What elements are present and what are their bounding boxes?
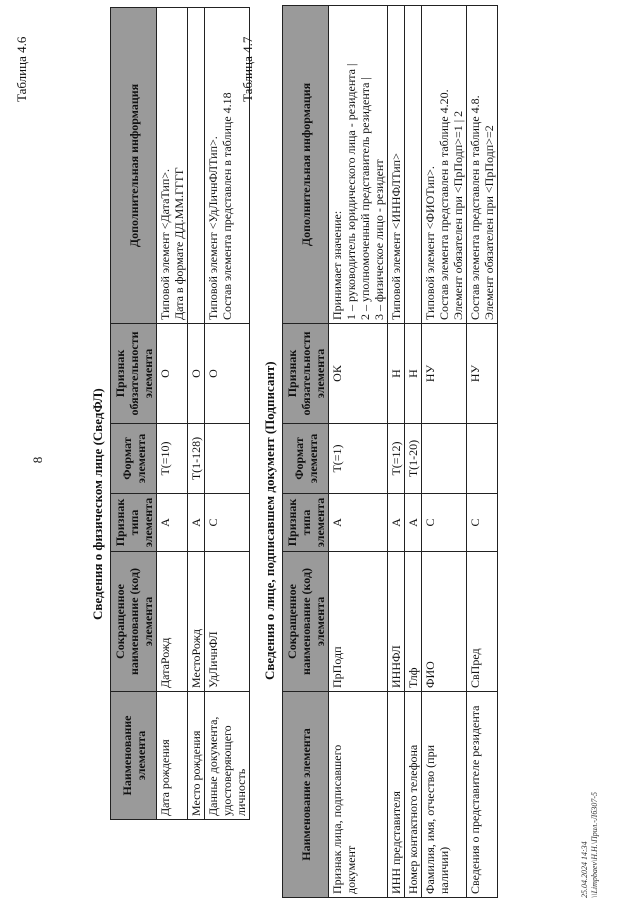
table-cell: С	[467, 494, 498, 552]
table-cell: Дата рождения	[157, 692, 188, 820]
table-cell: А	[388, 494, 405, 552]
table-row	[467, 6, 498, 898]
table-4-6-label: Таблица 4.6	[14, 36, 29, 102]
table-row	[405, 6, 422, 898]
table-cell: СвПред	[467, 552, 498, 692]
table-cell	[188, 8, 205, 324]
column-header: Сокращенное наименование (код) элемента	[111, 552, 157, 692]
table-cell	[205, 424, 250, 494]
column-header: Признак обязательности элемента	[283, 324, 329, 424]
table-row	[329, 6, 388, 898]
table-cell: ДатаРожд	[157, 552, 188, 692]
table-row	[205, 8, 250, 820]
table-cell: Тлф	[405, 552, 422, 692]
column-header: Признак обязательности элемента	[111, 324, 157, 424]
table-row	[388, 6, 405, 898]
table-cell: О	[205, 324, 250, 424]
table-4-7-title: Сведения о лице, подписавшем документ (Подписант)	[262, 361, 277, 680]
table-cell: Типовой элемент <ИННФЛТип>	[388, 6, 405, 324]
column-header: Формат элемента	[283, 424, 329, 494]
table-cell: Номер контактного телефона	[405, 692, 422, 898]
table-cell: УдЛичнФЛ	[205, 552, 250, 692]
table-cell: Н	[405, 324, 422, 424]
stamp-date: 25.04.2024 14:34	[580, 841, 589, 898]
stamp-path: \\Limpbaev\Н.Н.\Прил.-Лб307-5	[590, 791, 599, 898]
table-cell: ФИО	[422, 552, 467, 692]
column-header: Сокращенное наименование (код) элемента	[283, 552, 329, 692]
table-cell: Н	[388, 324, 405, 424]
table-header-row	[111, 8, 157, 820]
table-cell: T(1-20)	[405, 424, 422, 494]
table-cell: T(1-128)	[188, 424, 205, 494]
table-cell: С	[422, 494, 467, 552]
column-header: Дополнительная информация	[111, 8, 157, 324]
table-cell: ПрПодп	[329, 552, 388, 692]
table-cell	[467, 424, 498, 494]
table-cell: Типовой элемент <УдЛичнФЛТип>. Состав элемента представлен в таблице 4.18	[205, 8, 250, 324]
table-row	[422, 6, 467, 898]
column-header: Признак типа элемента	[111, 494, 157, 552]
table-cell: МестоРожд	[188, 552, 205, 692]
table-cell: ИНН представителя	[388, 692, 405, 898]
table-cell: А	[329, 494, 388, 552]
table-cell: Признак лица, подписавшего документ	[329, 692, 388, 898]
table-cell: А	[188, 494, 205, 552]
table-cell: Сведения о представителе резидента	[467, 692, 498, 898]
table-cell: О	[188, 324, 205, 424]
table-cell: О	[157, 324, 188, 424]
table-header-row	[283, 6, 329, 898]
table-cell: Состав элемента представлен в таблице 4.8. Элемент обязателен при <ПрПодп>=2	[467, 6, 498, 324]
table-row	[188, 8, 205, 820]
table-4-7	[282, 5, 498, 898]
table-cell: А	[157, 494, 188, 552]
table-cell: Данные документа, удостоверяющего личность	[205, 692, 250, 820]
table-cell: А	[405, 494, 422, 552]
table-4-6-title: Сведения о физическом лице (СведФЛ)	[90, 388, 105, 620]
table-cell: С	[205, 494, 250, 552]
table-cell: ОК	[329, 324, 388, 424]
table-cell: T(=1)	[329, 424, 388, 494]
document-stamp	[580, 792, 600, 898]
table-cell	[422, 424, 467, 494]
table-row	[157, 8, 188, 820]
table-cell: ИННФЛ	[388, 552, 405, 692]
table-cell: Фамилия, имя, отчество (при наличии)	[422, 692, 467, 898]
table-cell: T(=12)	[388, 424, 405, 494]
column-header: Дополнительная информация	[283, 6, 329, 324]
table-cell	[405, 6, 422, 324]
table-4-6	[110, 7, 250, 820]
table-cell: T(=10)	[157, 424, 188, 494]
table-cell: Место рождения	[188, 692, 205, 820]
table-4-7-label: Таблица 4.7	[240, 36, 255, 102]
column-header: Наименование элемента	[111, 692, 157, 820]
column-header: Наименование элемента	[283, 692, 329, 898]
table-cell: Типовой элемент <ФИОТип>. Состав элемента представлен в таблице 4.20. Элемент обязателен при <ПрПодп>=1 | 2	[422, 6, 467, 324]
table-cell: Принимает значение: 1 – руководитель юридического лица - резидента | 2 – уполномоченный представитель резидента | 3 – физическое лицо - резидент	[329, 6, 388, 324]
page-number: 8	[30, 456, 45, 464]
table-cell: Типовой элемент <ДатаТип>. Дата в формате ДД.ММ.ГГГГ	[157, 8, 188, 324]
column-header: Формат элемента	[111, 424, 157, 494]
table-cell: НУ	[422, 324, 467, 424]
column-header: Признак типа элемента	[283, 494, 329, 552]
table-cell: НУ	[467, 324, 498, 424]
